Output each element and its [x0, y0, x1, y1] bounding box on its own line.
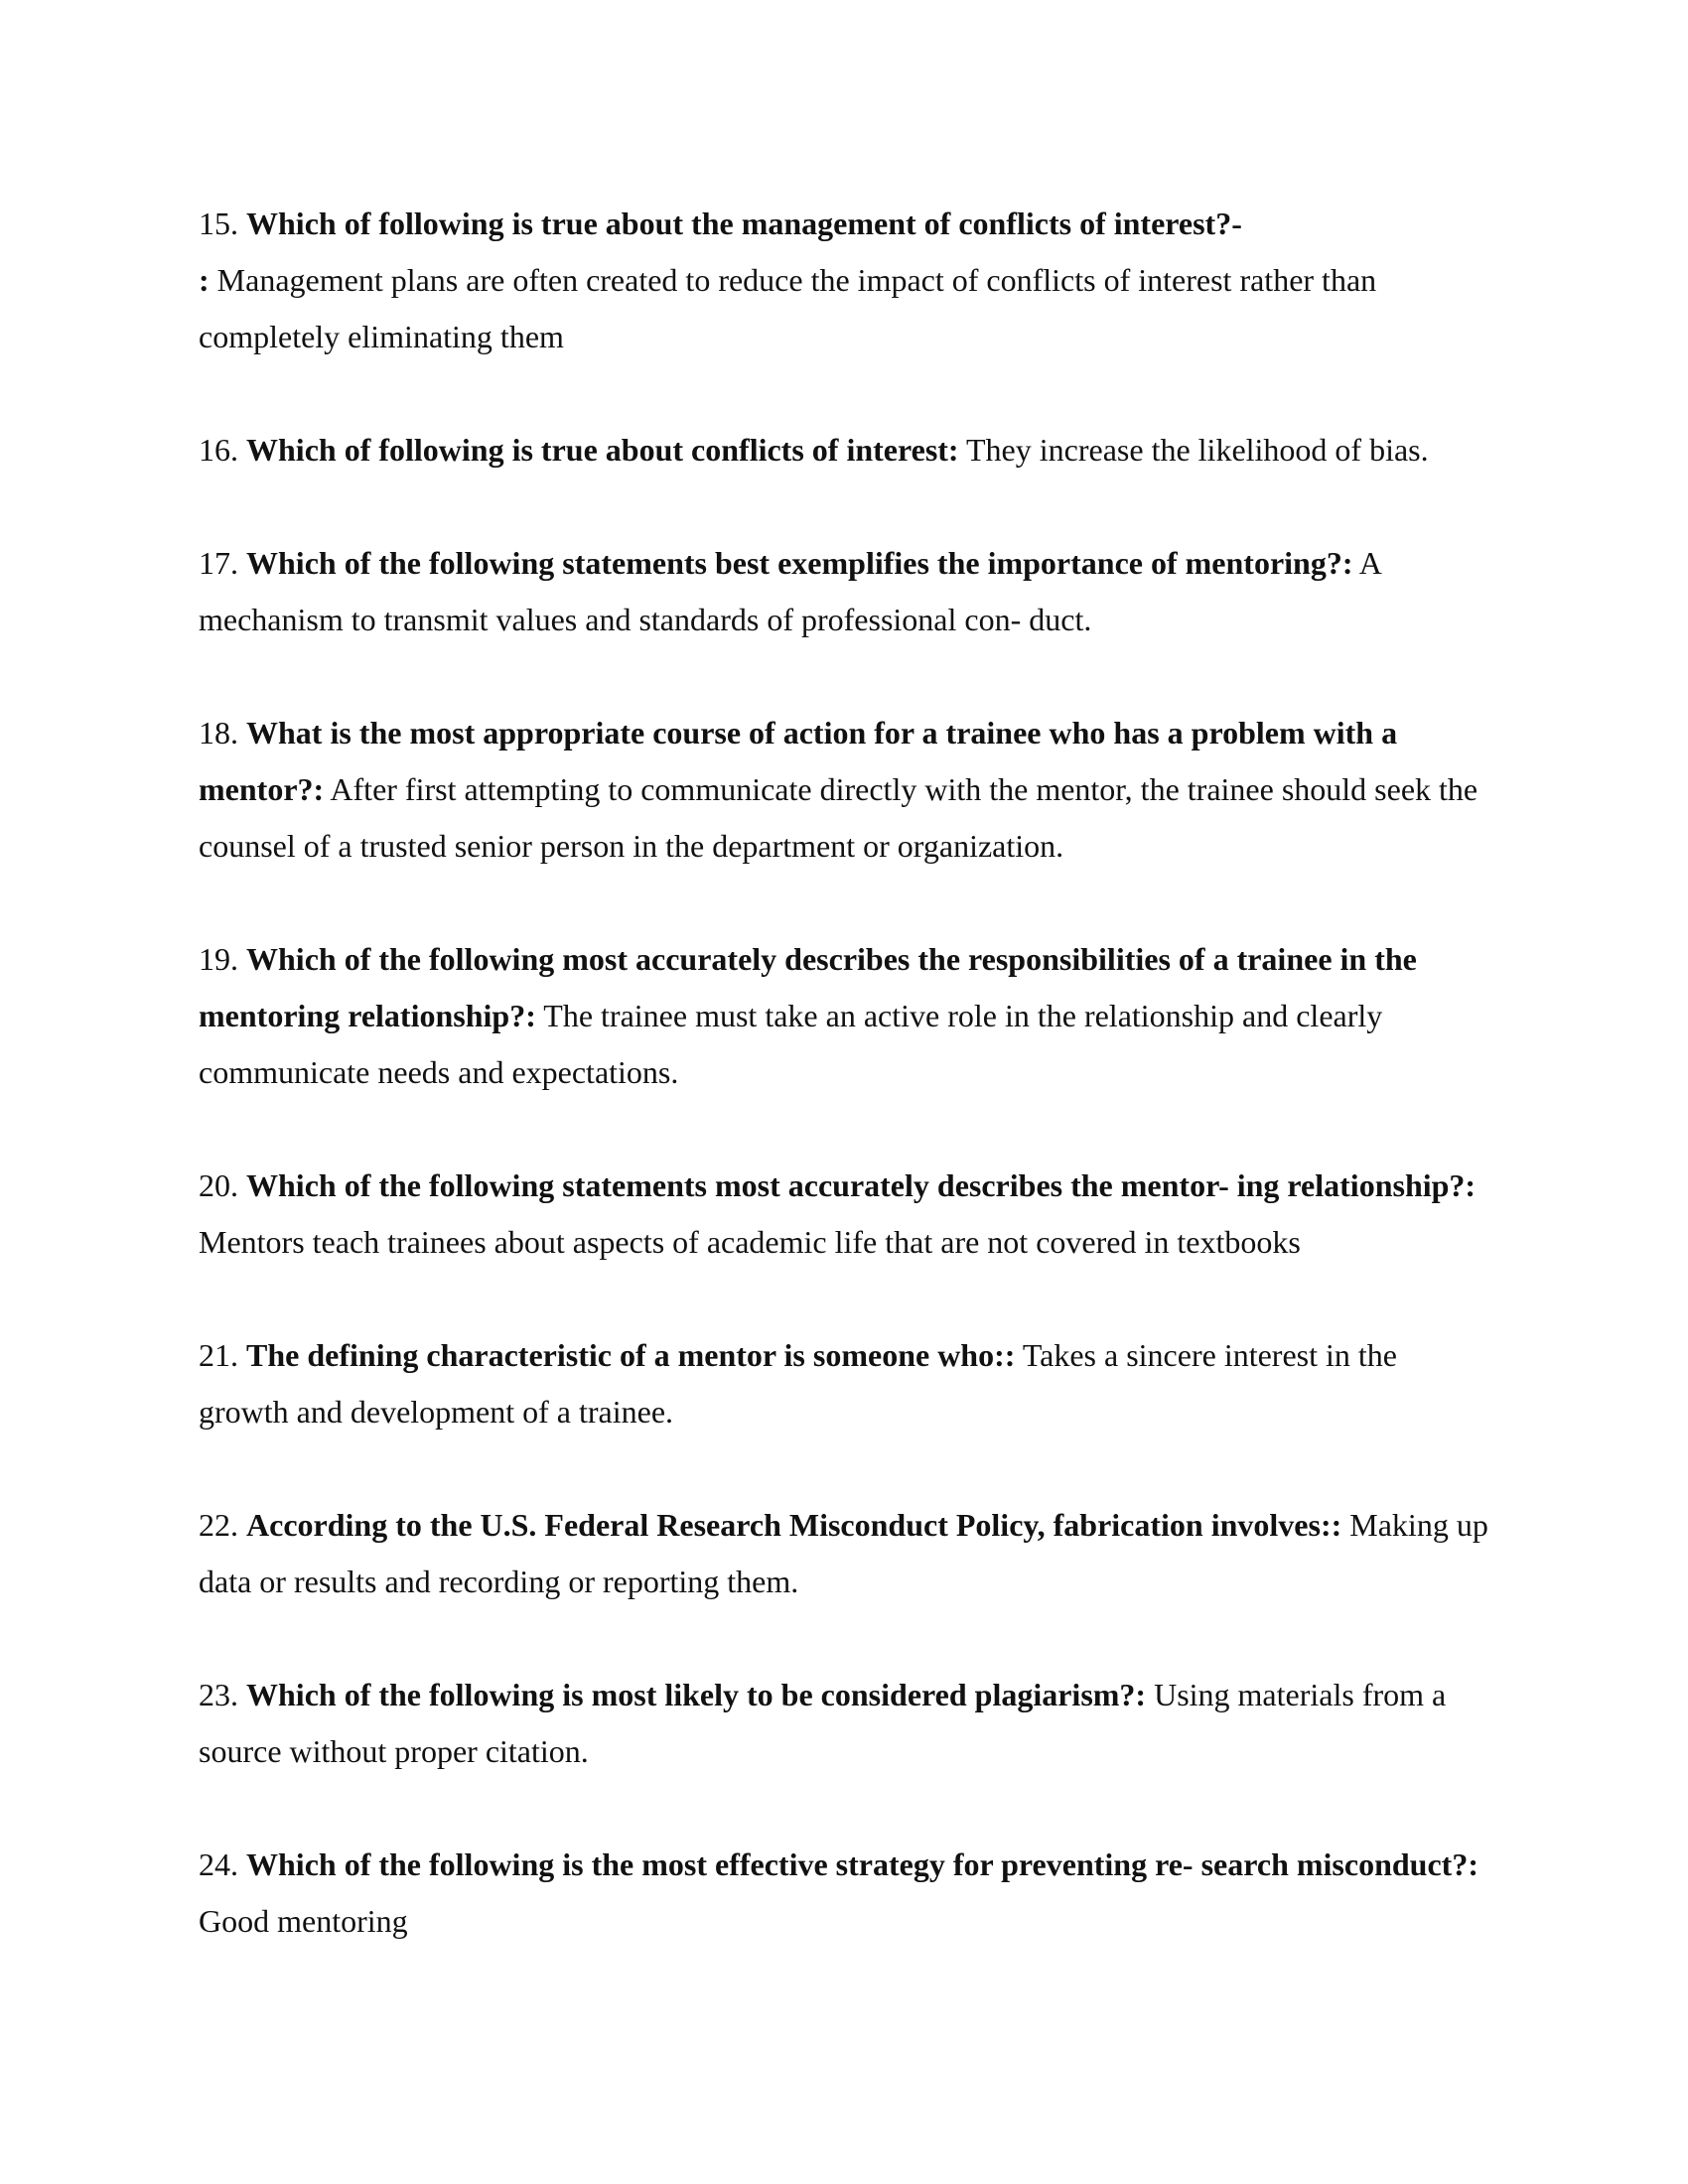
answer-text: Good mentoring: [199, 1903, 408, 1939]
qa-item-21: [199, 1327, 1489, 1440]
question-number: 20.: [199, 1167, 238, 1203]
answer-text: Using materials from a source without proper citation.: [199, 1677, 1447, 1769]
question-number: 24.: [199, 1846, 238, 1882]
qa-item-19: [199, 931, 1489, 1101]
qa-item-20: [199, 1158, 1489, 1271]
answer-text: The trainee must take an active role in the relationship and clearly communicate needs and expectations.: [199, 998, 1383, 1090]
qa-item-16: [199, 422, 1489, 478]
answer-text: A mechanism to transmit values and standards of professional con- duct.: [199, 545, 1381, 637]
question-text: Which of following is true about the management of conflicts of interest?-: [246, 205, 1242, 241]
question-number: 17.: [199, 545, 238, 581]
answer-text: Mentors teach trainees about aspects of academic life that are not covered in textbooks: [199, 1224, 1301, 1260]
question-text: What is the most appropriate course of action for a trainee who has a problem with a mentor?:: [199, 715, 1398, 807]
question-number: 18.: [199, 715, 238, 751]
question-number: 16.: [199, 432, 238, 468]
question-text: Which of the following most accurately describes the responsibilities of a trainee in the mentoring relationship?:: [199, 941, 1417, 1033]
question-text: Which of the following is most likely to be considered plagiarism?:: [246, 1677, 1147, 1712]
question-text: According to the U.S. Federal Research Misconduct Policy, fabrication involves::: [246, 1507, 1342, 1543]
answer-text: Takes a sincere interest in the growth and development of a trainee.: [199, 1337, 1397, 1430]
answer-text: Making up data or results and recording or reporting them.: [199, 1507, 1488, 1599]
question-number: 19.: [199, 941, 238, 977]
answer-text: They increase the likelihood of bias.: [966, 432, 1429, 468]
question-text: Which of the following statements most accurately describes the mentor- ing relationship?:: [246, 1167, 1477, 1203]
question-text: Which of the following is the most effective strategy for preventing re- search misconduct?:: [246, 1846, 1478, 1882]
question-number: 21.: [199, 1337, 238, 1373]
answer-text: After first attempting to communicate directly with the mentor, the trainee should seek the counsel of a trusted senior person in the department or organization.: [199, 771, 1478, 864]
qa-item-22: [199, 1497, 1489, 1610]
question-number: 22.: [199, 1507, 238, 1543]
qa-item-17: [199, 535, 1489, 648]
question-text: Which of the following statements best exemplifies the importance of mentoring?:: [246, 545, 1353, 581]
question-number: 23.: [199, 1677, 238, 1712]
question-text: The defining characteristic of a mentor is someone who::: [246, 1337, 1016, 1373]
qa-item-15: [199, 196, 1489, 365]
qa-item-24: [199, 1837, 1489, 1950]
qa-item-18: [199, 705, 1489, 875]
answer-separator: :: [199, 262, 210, 298]
qa-item-23: [199, 1667, 1489, 1780]
question-number: 15.: [199, 205, 238, 241]
question-text: Which of following is true about conflicts of interest:: [246, 432, 959, 468]
answer-text: Management plans are often created to reduce the impact of conflicts of interest rather than completely eliminating them: [199, 262, 1377, 354]
qa-list: [199, 196, 1489, 2006]
